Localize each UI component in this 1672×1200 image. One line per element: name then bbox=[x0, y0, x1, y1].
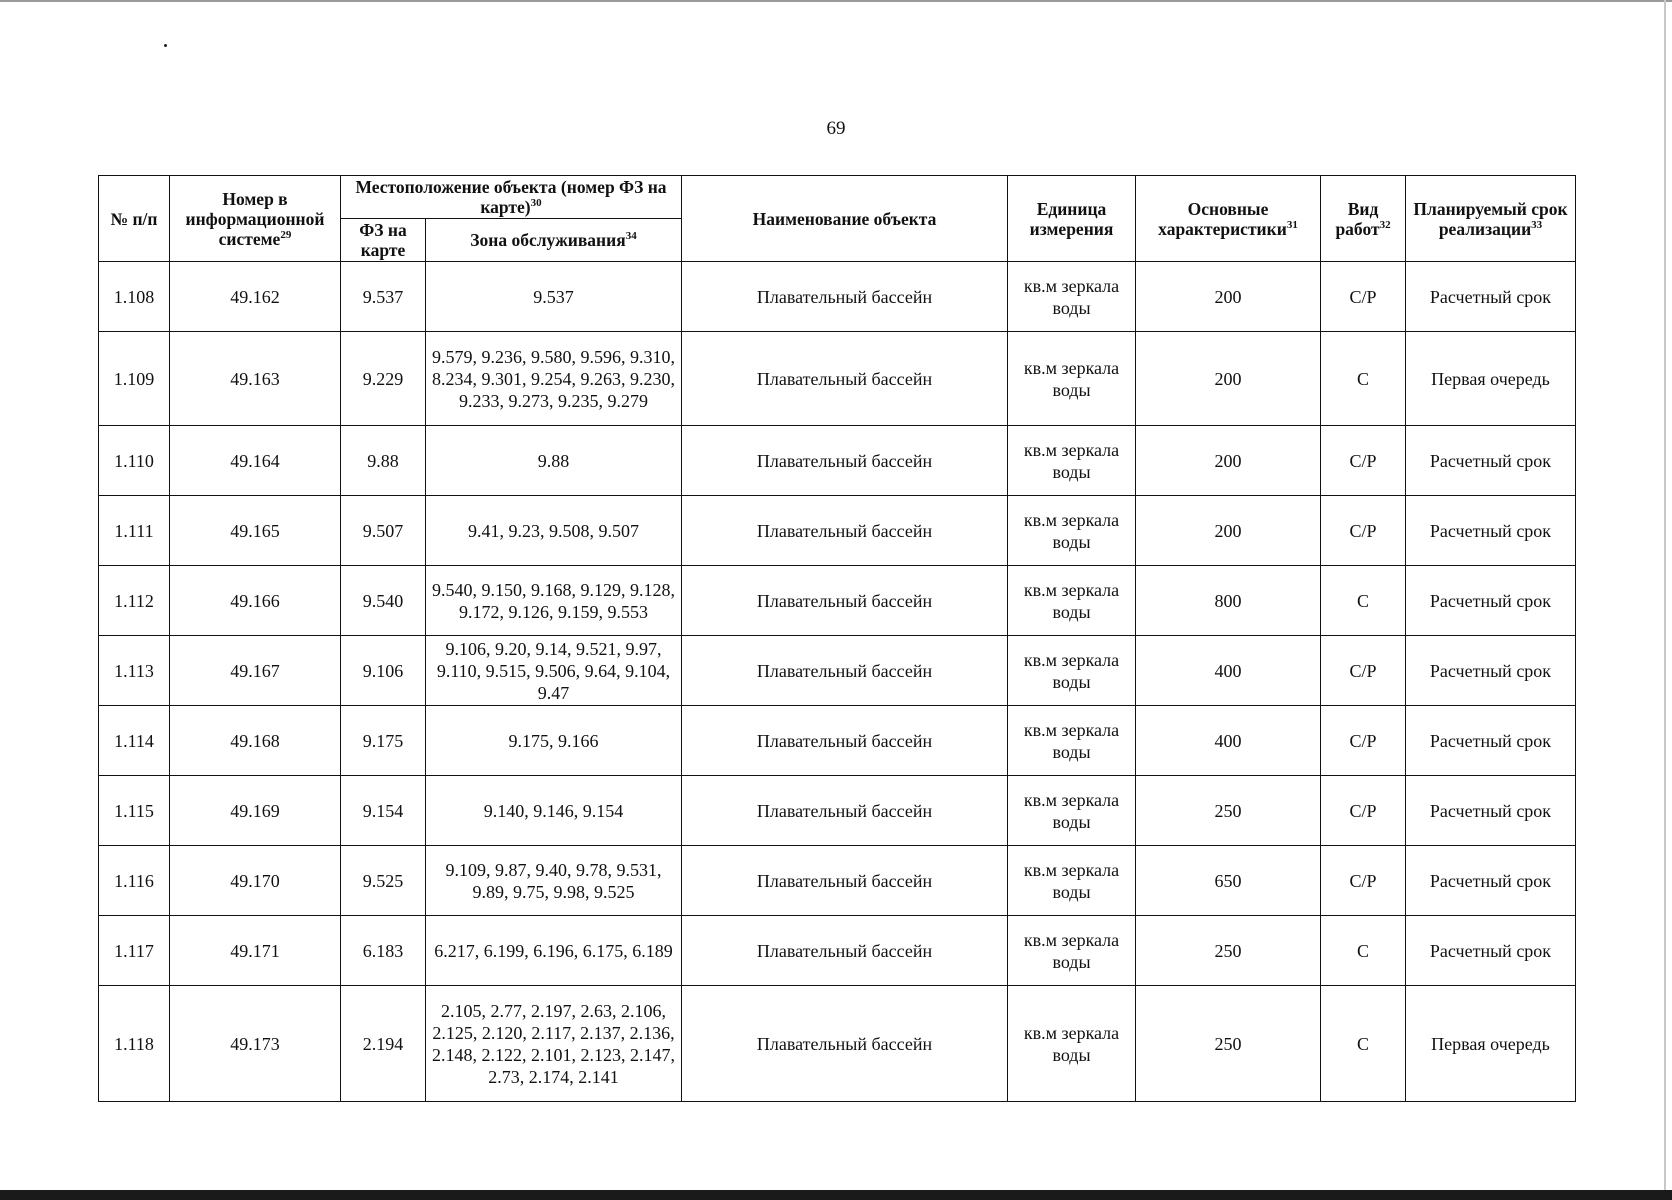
scan-edge-bottom bbox=[0, 1190, 1672, 1200]
cell-char: 650 bbox=[1136, 846, 1321, 916]
cell-term: Расчетный срок bbox=[1406, 916, 1576, 986]
header-service-zone: Зона обслуживания$^{34}$ bbox=[426, 219, 682, 262]
cell-num: 1.114 bbox=[99, 706, 170, 776]
cell-fz: 9.525 bbox=[341, 846, 426, 916]
cell-work: С/Р bbox=[1321, 706, 1406, 776]
header-object-name: Наименование объекта bbox=[682, 176, 1008, 262]
cell-zone: 9.175, 9.166 bbox=[426, 706, 682, 776]
cell-char: 400 bbox=[1136, 706, 1321, 776]
cell-info: 49.164 bbox=[170, 426, 341, 496]
cell-work: С bbox=[1321, 566, 1406, 636]
cell-char: 250 bbox=[1136, 776, 1321, 846]
cell-work: С bbox=[1321, 916, 1406, 986]
cell-fz: 9.106 bbox=[341, 636, 426, 706]
cell-char: 200 bbox=[1136, 496, 1321, 566]
cell-term: Расчетный срок bbox=[1406, 706, 1576, 776]
cell-num: 1.110 bbox=[99, 426, 170, 496]
cell-unit: кв.м зеркала воды bbox=[1008, 636, 1136, 706]
cell-fz: 9.175 bbox=[341, 706, 426, 776]
table-body bbox=[99, 262, 1576, 1102]
header-planned-term: Планируемый срок реализации$^{33}$ bbox=[1406, 176, 1576, 262]
cell-zone: 9.106, 9.20, 9.14, 9.521, 9.97, 9.110, 9.515, 9.506, 9.64, 9.104, 9.47 bbox=[426, 636, 682, 706]
cell-work: С/Р bbox=[1321, 636, 1406, 706]
cell-num: 1.108 bbox=[99, 262, 170, 332]
cell-info: 49.165 bbox=[170, 496, 341, 566]
table-row bbox=[99, 332, 1576, 426]
cell-term: Расчетный срок bbox=[1406, 776, 1576, 846]
cell-unit: кв.м зеркала воды bbox=[1008, 426, 1136, 496]
header-work-type: Вид работ$^{32}$ bbox=[1321, 176, 1406, 262]
cell-name: Плавательный бассейн bbox=[682, 332, 1008, 426]
cell-num: 1.117 bbox=[99, 916, 170, 986]
header-info-system: Номер в информационной системе$^{29}$ bbox=[170, 176, 341, 262]
cell-zone: 2.105, 2.77, 2.197, 2.63, 2.106, 2.125, 2.120, 2.117, 2.137, 2.136, 2.148, 2.122, 2.101, 2.123, 2.147, 2.73, 2.174, 2.141 bbox=[426, 986, 682, 1102]
header-fz-on-map: ФЗ на карте bbox=[341, 219, 426, 262]
cell-char: 250 bbox=[1136, 986, 1321, 1102]
cell-name: Плавательный бассейн bbox=[682, 566, 1008, 636]
table-row bbox=[99, 916, 1576, 986]
cell-info: 49.169 bbox=[170, 776, 341, 846]
cell-work: С/Р bbox=[1321, 846, 1406, 916]
cell-name: Плавательный бассейн bbox=[682, 986, 1008, 1102]
cell-unit: кв.м зеркала воды bbox=[1008, 262, 1136, 332]
cell-info: 49.167 bbox=[170, 636, 341, 706]
cell-name: Плавательный бассейн bbox=[682, 262, 1008, 332]
cell-term: Расчетный срок bbox=[1406, 566, 1576, 636]
scan-edge-right bbox=[1664, 0, 1666, 1190]
cell-term: Расчетный срок bbox=[1406, 636, 1576, 706]
cell-num: 1.112 bbox=[99, 566, 170, 636]
cell-work: С/Р bbox=[1321, 262, 1406, 332]
cell-zone: 9.540, 9.150, 9.168, 9.129, 9.128, 9.172, 9.126, 9.159, 9.553 bbox=[426, 566, 682, 636]
cell-name: Плавательный бассейн bbox=[682, 496, 1008, 566]
table-header bbox=[99, 176, 1576, 262]
cell-fz: 9.540 bbox=[341, 566, 426, 636]
cell-unit: кв.м зеркала воды bbox=[1008, 916, 1136, 986]
table-row bbox=[99, 846, 1576, 916]
table-row bbox=[99, 496, 1576, 566]
cell-term: Расчетный срок bbox=[1406, 846, 1576, 916]
cell-term: Первая очередь bbox=[1406, 332, 1576, 426]
cell-num: 1.116 bbox=[99, 846, 170, 916]
cell-char: 250 bbox=[1136, 916, 1321, 986]
table-row bbox=[99, 566, 1576, 636]
cell-info: 49.168 bbox=[170, 706, 341, 776]
cell-zone: 9.109, 9.87, 9.40, 9.78, 9.531, 9.89, 9.75, 9.98, 9.525 bbox=[426, 846, 682, 916]
cell-num: 1.118 bbox=[99, 986, 170, 1102]
scan-edge-top bbox=[0, 0, 1672, 2]
cell-fz: 9.507 bbox=[341, 496, 426, 566]
cell-fz: 9.154 bbox=[341, 776, 426, 846]
cell-fz: 2.194 bbox=[341, 986, 426, 1102]
cell-num: 1.113 bbox=[99, 636, 170, 706]
cell-name: Плавательный бассейн bbox=[682, 916, 1008, 986]
table-row bbox=[99, 776, 1576, 846]
cell-char: 200 bbox=[1136, 426, 1321, 496]
cell-zone: 9.140, 9.146, 9.154 bbox=[426, 776, 682, 846]
header-unit: Единица измерения bbox=[1008, 176, 1136, 262]
table-row bbox=[99, 986, 1576, 1102]
cell-fz: 9.88 bbox=[341, 426, 426, 496]
cell-unit: кв.м зеркала воды bbox=[1008, 986, 1136, 1102]
cell-unit: кв.м зеркала воды bbox=[1008, 332, 1136, 426]
cell-char: 200 bbox=[1136, 262, 1321, 332]
cell-term: Расчетный срок bbox=[1406, 426, 1576, 496]
cell-info: 49.166 bbox=[170, 566, 341, 636]
cell-zone: 9.537 bbox=[426, 262, 682, 332]
header-location: Местоположение объекта (номер ФЗ на карте)$^{30}$ bbox=[341, 176, 682, 219]
header-characteristics: Основные характеристики$^{31}$ bbox=[1136, 176, 1321, 262]
table-row bbox=[99, 706, 1576, 776]
cell-zone: 9.88 bbox=[426, 426, 682, 496]
cell-fz: 9.229 bbox=[341, 332, 426, 426]
registry-table bbox=[98, 175, 1576, 1102]
cell-zone: 9.579, 9.236, 9.580, 9.596, 9.310, 8.234, 9.301, 9.254, 9.263, 9.230, 9.233, 9.273, 9.235, 9.279 bbox=[426, 332, 682, 426]
cell-unit: кв.м зеркала воды bbox=[1008, 496, 1136, 566]
table-row bbox=[99, 262, 1576, 332]
cell-char: 200 bbox=[1136, 332, 1321, 426]
cell-info: 49.171 bbox=[170, 916, 341, 986]
table-row bbox=[99, 636, 1576, 706]
cell-num: 1.115 bbox=[99, 776, 170, 846]
cell-char: 400 bbox=[1136, 636, 1321, 706]
cell-term: Первая очередь bbox=[1406, 986, 1576, 1102]
cell-name: Плавательный бассейн bbox=[682, 426, 1008, 496]
cell-name: Плавательный бассейн bbox=[682, 776, 1008, 846]
cell-name: Плавательный бассейн bbox=[682, 636, 1008, 706]
cell-info: 49.163 bbox=[170, 332, 341, 426]
cell-num: 1.111 bbox=[99, 496, 170, 566]
cell-name: Плавательный бассейн bbox=[682, 846, 1008, 916]
cell-fz: 6.183 bbox=[341, 916, 426, 986]
cell-unit: кв.м зеркала воды bbox=[1008, 566, 1136, 636]
cell-work: С/Р bbox=[1321, 426, 1406, 496]
cell-info: 49.173 bbox=[170, 986, 341, 1102]
cell-unit: кв.м зеркала воды bbox=[1008, 846, 1136, 916]
cell-char: 800 bbox=[1136, 566, 1321, 636]
cell-work: С/Р bbox=[1321, 776, 1406, 846]
cell-name: Плавательный бассейн bbox=[682, 706, 1008, 776]
page-number: 69 bbox=[826, 118, 846, 139]
cell-work: С bbox=[1321, 986, 1406, 1102]
cell-work: С bbox=[1321, 332, 1406, 426]
header-num: № п/п bbox=[99, 176, 170, 262]
cell-zone: 9.41, 9.23, 9.508, 9.507 bbox=[426, 496, 682, 566]
cell-unit: кв.м зеркала воды bbox=[1008, 706, 1136, 776]
table-row bbox=[99, 426, 1576, 496]
cell-work: С/Р bbox=[1321, 496, 1406, 566]
cell-info: 49.170 bbox=[170, 846, 341, 916]
cell-fz: 9.537 bbox=[341, 262, 426, 332]
cell-term: Расчетный срок bbox=[1406, 496, 1576, 566]
cell-num: 1.109 bbox=[99, 332, 170, 426]
cell-unit: кв.м зеркала воды bbox=[1008, 776, 1136, 846]
cell-term: Расчетный срок bbox=[1406, 262, 1576, 332]
scan-speck bbox=[164, 44, 167, 47]
cell-zone: 6.217, 6.199, 6.196, 6.175, 6.189 bbox=[426, 916, 682, 986]
cell-info: 49.162 bbox=[170, 262, 341, 332]
